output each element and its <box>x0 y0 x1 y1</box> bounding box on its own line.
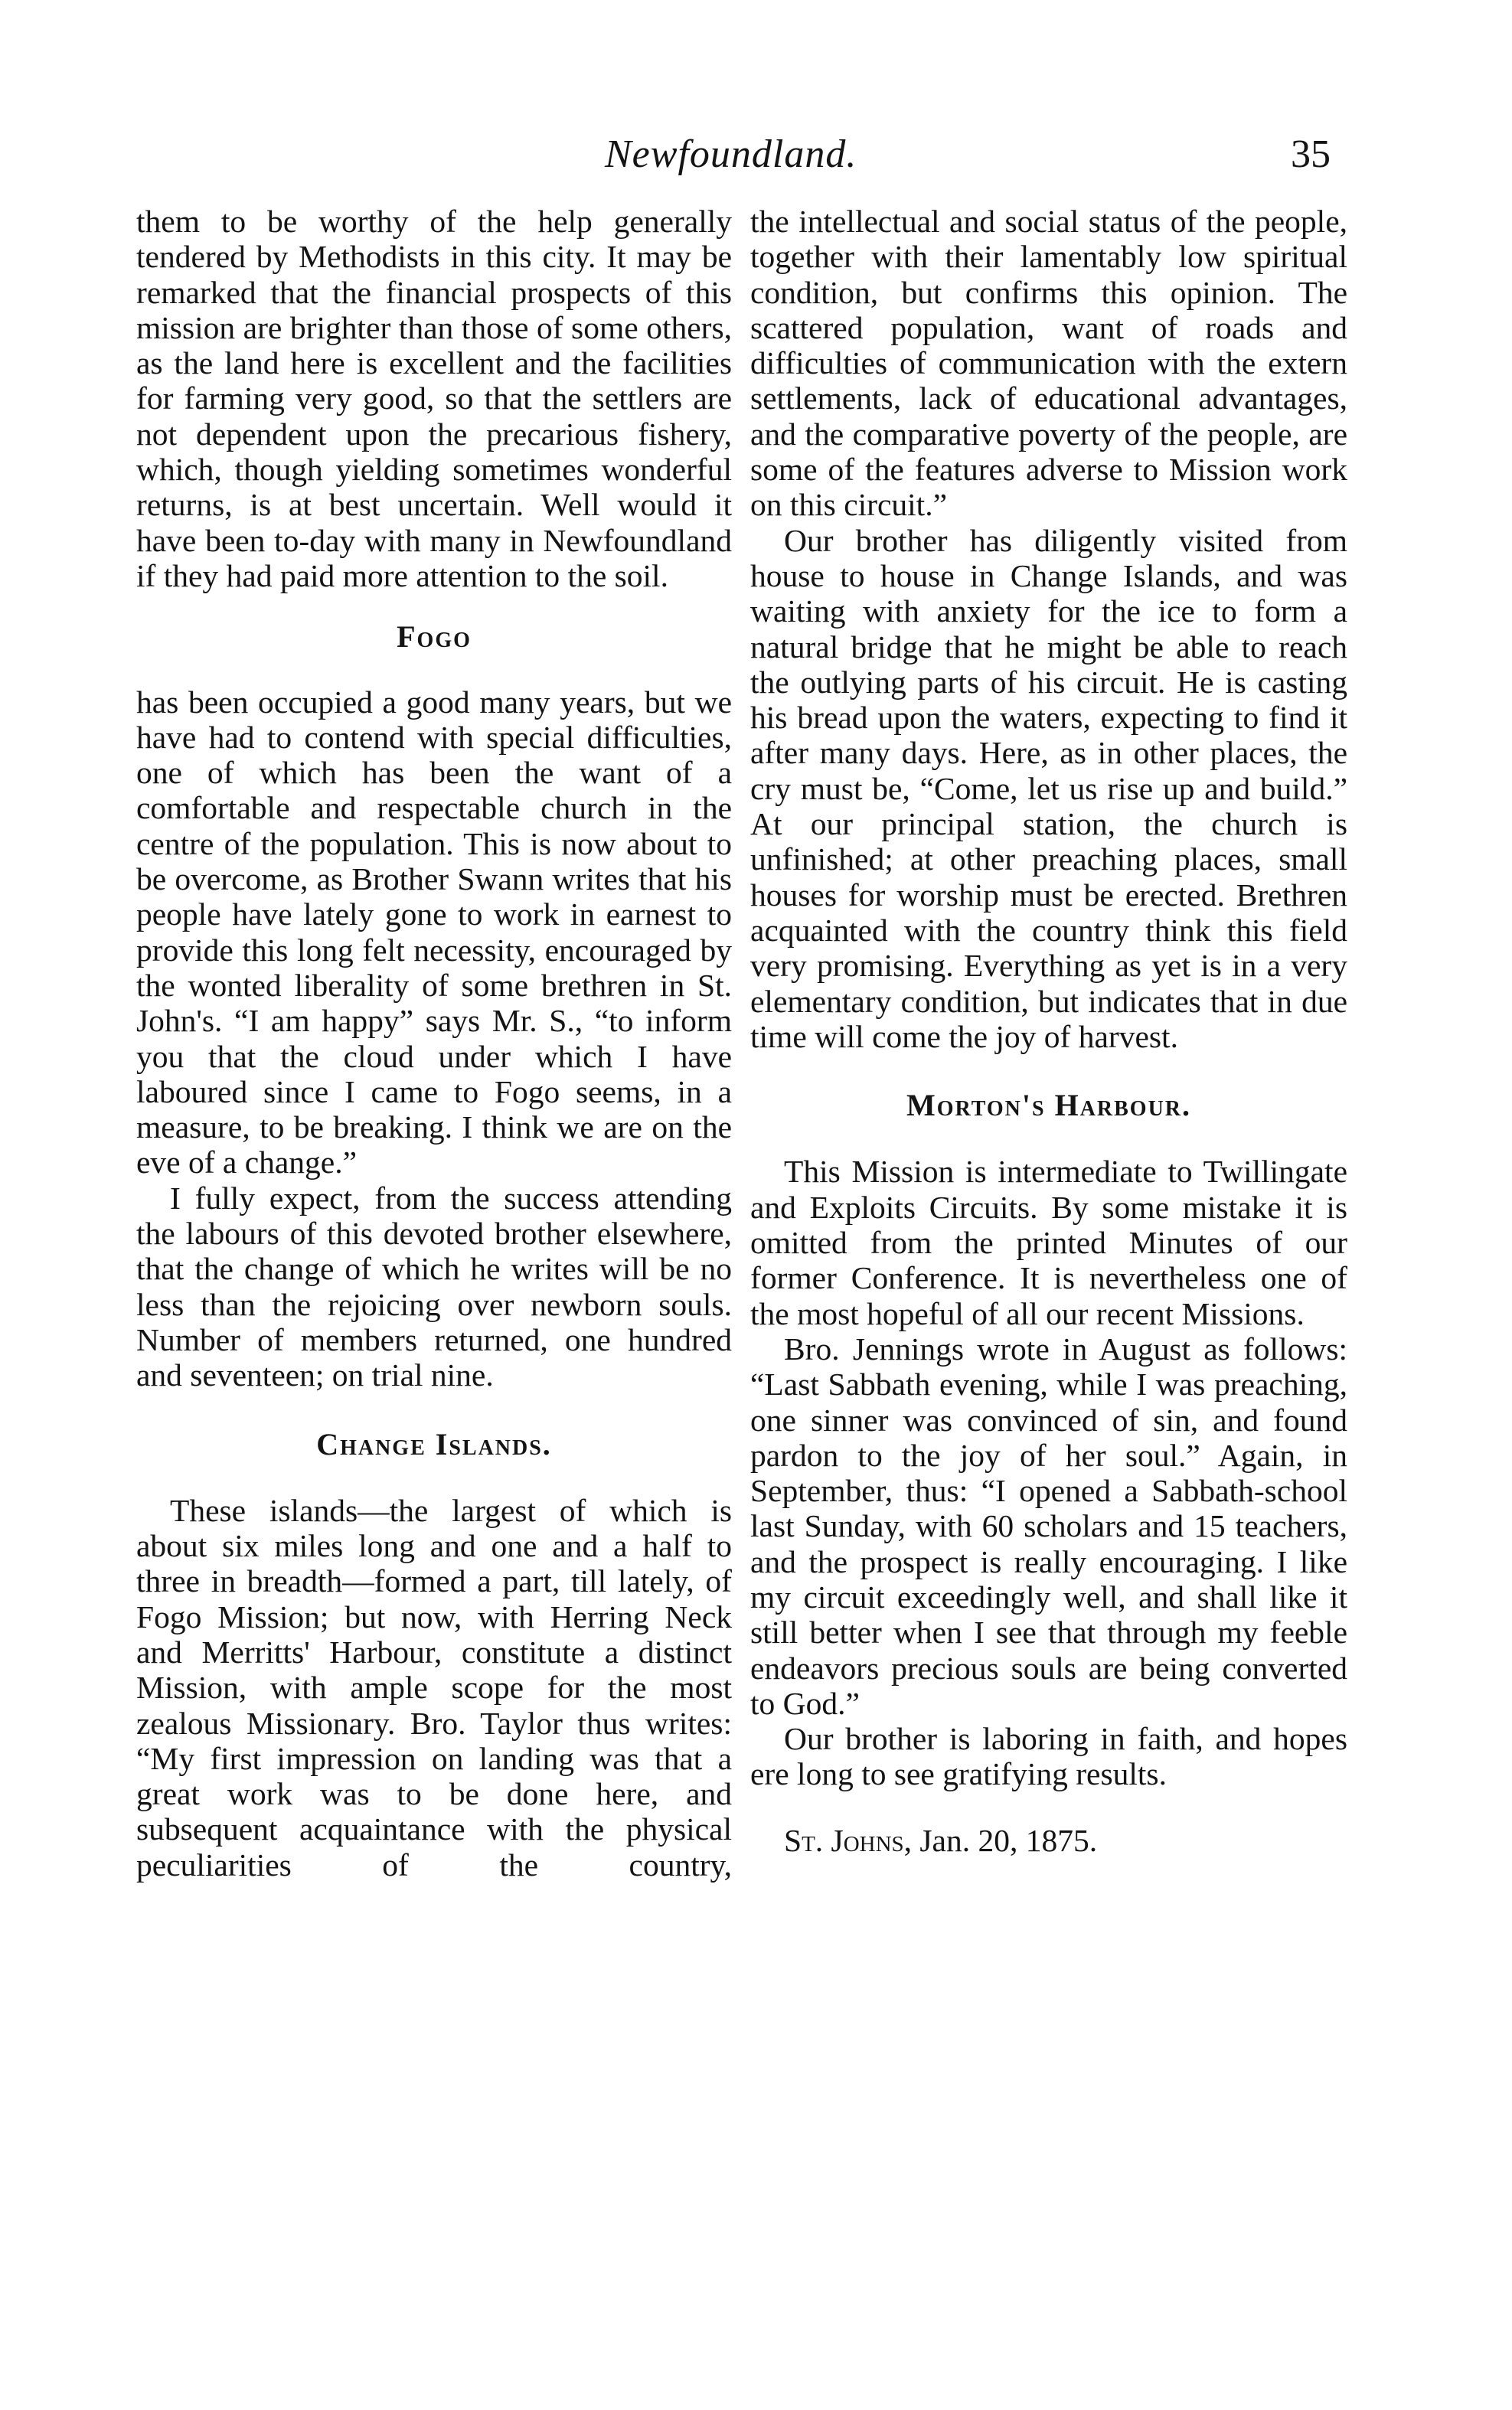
section-heading-change-islands: Change Islands. <box>316 1426 552 1461</box>
paragraph-jennings-letter: Bro. Jennings wrote in August as follows: “Last Sabbath evening, while I was preaching, one sinner was convinced of sin, and found pardon to the joy of her soul.” Again, in September, thus: “I opened a Sabbath-school last Sunday, with 60 scholars and 15 teachers, and the prospect is really encouraging. I like my circuit exceedingly well, and shall like it still better when I see that through my feeble endeavors precious souls are being converted to God.” <box>750 1331 1347 1721</box>
dateline-place: St. Johns <box>784 1822 904 1858</box>
paragraph-continuation: them to be worthy of the help generally tendered by Methodists in this city. It may be remarked that the financial prospects of this mission are brighter than those of some others, as the land here is excellent and the facilities for farming very good, so that the settlers are not dependent upon the precarious fishery, which, though yielding sometimes wonderful returns, is at best uncertain. Well would it have been to-day with many in Newfoundland if they had paid more attention to the soil. <box>136 204 732 593</box>
paragraph-mortons-harbour: This Mission is intermediate to Twillingate and Exploits Circuits. By some mistake it is omitted from the printed Minutes of our former Conference. It is nevertheless one of the most hopeful of all our recent Missions. <box>750 1154 1347 1331</box>
dateline-date: , Jan. 20, 1875. <box>903 1822 1098 1858</box>
paragraph-fogo-expectation: I fully expect, from the success attending the labours of this devoted brother elsewhere, that the change of which he writes will be no less than the rejoicing over newborn souls. Number of members returned, one hundred and seventeen; on trial nine. <box>136 1180 732 1393</box>
paragraph-fogo: has been occupied a good many years, but we have had to contend with special difficulties, one of which has been the want of a comfortable and respectable church in the centre of the population. This is now about to be overcome, as Brother Swann writes that his people have lately gone to work in earnest to provide this long felt necessity, encouraged by the wonted liberality of some brethren in St. John's. “I am happy” says Mr. S., “to inform you that the cloud under which I have laboured since I came to Fogo seems, in a measure, to be breaking. I think we are on the eve of a change.” <box>136 684 732 1181</box>
paragraph-change-islands-work: Our brother has diligently visited from house to house in Change Islands, and was waiting with anxiety for the ice to form a natural bridge that he might be able to reach the outlying parts of his circuit. He is casting his bread upon the waters, expecting to find it after many days. Here, as in other places, the cry must be, “Come, let us rise up and build.” At our principal station, the church is unfinished; at other preaching places, small houses for worship must be erected. Brethren acquainted with the country think this field very promising. Everything as yet is in a very elementary condition, but indicates that in due time will come the joy of harvest. <box>750 522 1347 1054</box>
paragraph-change-islands: These islands—the largest of which is about six miles long and one and a half to three in breadth—formed a part, till lately, of Fogo Mission; but now, with Herring Neck and Merritts' Harbour, constitute a distinct Mission, with ample scope for the most zealous Missionary. Bro. Taylor thus writes: “My first impression on landing was that a great work was to be done here, and subsequent acquaintance with the physical peculiarities of the country, <box>136 1492 732 1883</box>
page-number: 35 <box>1291 132 1331 176</box>
paragraph-closing: Our brother is laboring in faith, and hopes ere long to see gratifying results. <box>750 1721 1347 1792</box>
left-column <box>136 204 732 1883</box>
running-head <box>0 132 1512 185</box>
paragraph-taylor-letter-continued: the intellectual and social status of the people, together with their lamentably low spiritual condition, but confirms this opinion. The scattered population, want of roads and difficulties of communication with the extern settlements, lack of educational advantages, and the comparative poverty of the people, are some of the features adverse to Mission work on this circuit.” <box>750 204 1347 523</box>
right-column <box>750 204 1347 1858</box>
dateline <box>750 1823 1347 1858</box>
section-heading-fogo: Fogo <box>397 619 472 655</box>
section-heading-mortons-harbour: Morton's Harbour. <box>906 1088 1192 1123</box>
running-title: Newfoundland. <box>605 132 857 176</box>
